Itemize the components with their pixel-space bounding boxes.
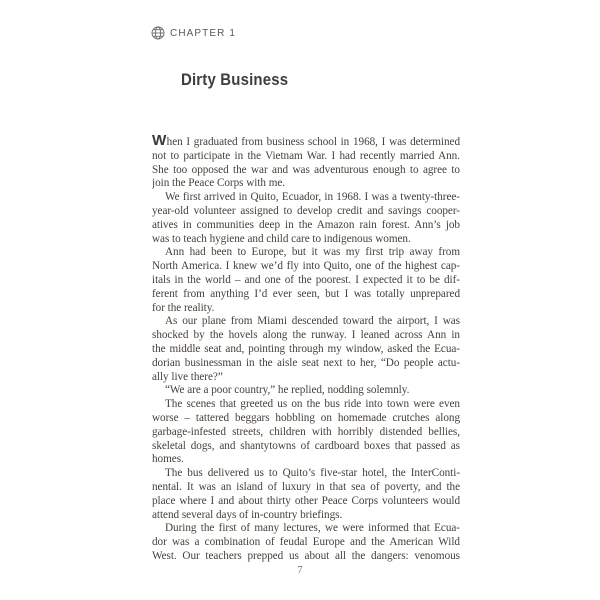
body-line: year-old volunteer assigned to develop credit and savings cooper-	[152, 204, 460, 217]
body-line: The bus delivered us to Quito’s five-star hotel, the InterConti-	[165, 467, 460, 480]
chapter-header	[151, 25, 236, 41]
body-line: homes.	[152, 453, 184, 466]
body-line: ally live there?”	[152, 370, 223, 383]
body-line: for the reality.	[152, 301, 215, 314]
body-line: itals in the world – and one of the poorest. I expected it to be dif-	[152, 273, 460, 286]
body-line: dorian businessman in the aisle seat next to her, “Do people actu-	[152, 356, 460, 369]
body-line: skeletal dogs, and shantytowns of cardboard boxes that passed as	[152, 439, 460, 452]
body-line: As our plane from Miami descended toward the airport, I was	[165, 315, 460, 328]
body-line: The scenes that greeted us on the bus ride into town were even	[165, 398, 460, 411]
body-line: dor was a combination of feudal Europe and the American Wild	[152, 536, 460, 549]
body-line: ferent from anything I’d ever seen, but I was totally unprepared	[152, 287, 460, 300]
body-line: She too opposed the war and was adventurous enough to agree to	[152, 163, 460, 176]
body-line: Ann had been to Europe, but it was my first trip away from	[165, 246, 460, 259]
body-line: place where I and about thirty other Peace Corps volunteers would	[152, 494, 460, 507]
page-number: 7	[297, 565, 303, 576]
body-line: When I graduated from business school in 1968, I was determined	[152, 132, 460, 149]
body-line: West. Our teachers prepped us about all the dangers: venomous	[152, 549, 460, 562]
body-line: “We are a poor country,” he replied, nodding solemnly.	[165, 384, 410, 397]
chapter-title: Dirty Business	[181, 70, 289, 89]
lead-cap-letter: W	[152, 132, 167, 149]
body-line: join the Peace Corps with me.	[152, 177, 286, 190]
body-line: atives in communities deep in the Amazon rain forest. Ann’s job	[152, 218, 460, 231]
body-line: garbage-infested streets, children with horribly distended bellies,	[152, 425, 460, 438]
body-line: worse – tattered beggars hobbling on homemade crutches along	[152, 411, 460, 424]
globe-icon	[151, 26, 165, 40]
body-line: the middle seat and, pointing through my window, asked the Ecua-	[152, 342, 460, 355]
body-line: We first arrived in Quito, Ecuador, in 1968. I was a twenty-three-	[165, 191, 460, 204]
body-line: shocked by the hovels along the runway. I leaned across Ann in	[152, 329, 460, 342]
body-text	[152, 132, 460, 564]
chapter-label: CHAPTER 1	[170, 27, 237, 39]
body-line: was to teach hygiene and child care to indigenous women.	[152, 232, 411, 245]
body-line: attend several days of in-country briefings.	[152, 508, 343, 521]
body-line: not to participate in the Vietnam War. I had recently married Ann.	[152, 149, 460, 162]
body-line: nental. It was an island of luxury in that sea of poverty, and the	[152, 480, 460, 493]
body-line: North America. I knew we’d fly into Quito, one of the highest cap-	[152, 260, 460, 273]
body-line: During the first of many lectures, we were informed that Ecua-	[165, 522, 460, 535]
